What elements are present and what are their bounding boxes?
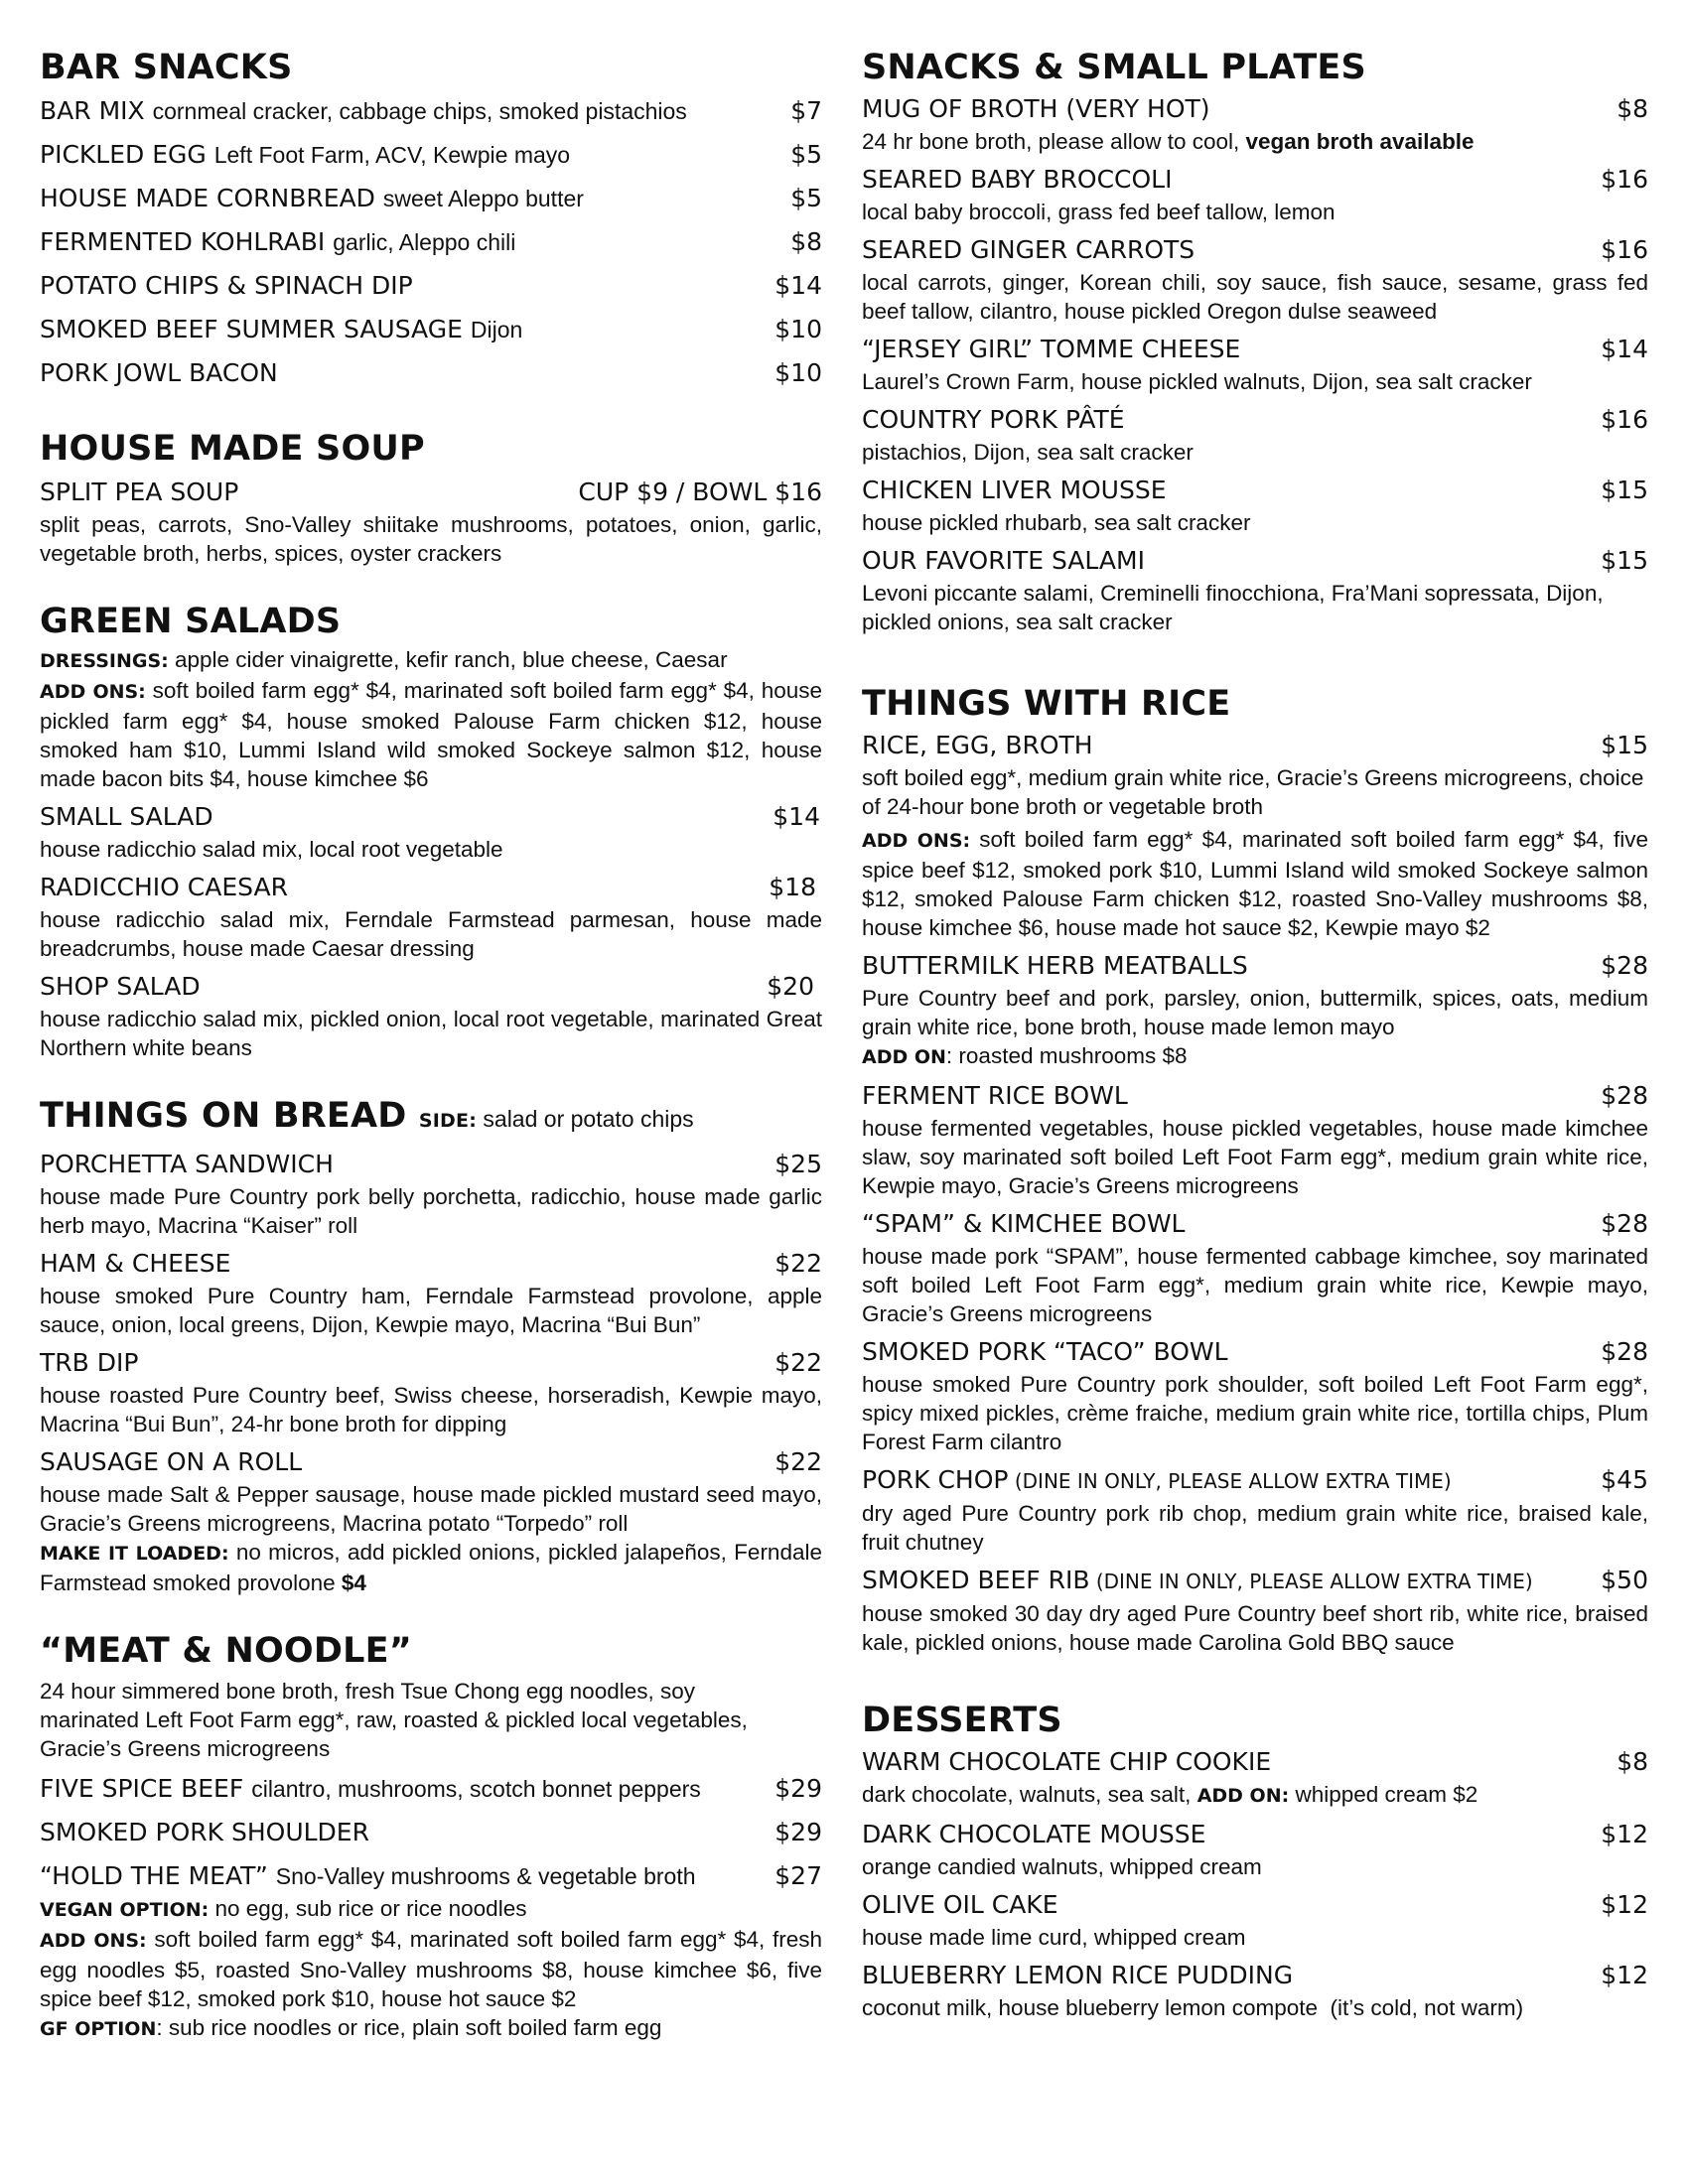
add-ons-note [862, 825, 1648, 942]
item-price: $18 [769, 873, 816, 901]
item-name: SMOKED PORK SHOULDER [40, 1818, 369, 1846]
item-description: house radicchio salad mix, local root vegetable [40, 837, 503, 862]
item-description: soft boiled egg*, medium grain white rice, Gracie’s Greens microgreens, choice of 24-hour bone broth or vegetable broth [862, 765, 1644, 819]
item-name: FIVE SPICE BEEF [40, 1774, 244, 1803]
menu-item [862, 1817, 1648, 1881]
item-price: $28 [1601, 1081, 1648, 1110]
menu-item [862, 1462, 1648, 1557]
menu-item [40, 312, 822, 347]
add-on-text: whipped cream $2 [1289, 1782, 1478, 1807]
item-description: house made Salt & Pepper sausage, house made pickled mustard seed mayo, Gracie’s Greens microgreens, Macrina potato “Torpedo” roll [40, 1482, 822, 1536]
add-ons-label: ADD ONS: [862, 830, 971, 852]
section-title: HOUSE MADE SOUP [40, 429, 425, 469]
item-price: $14 [773, 802, 820, 831]
item-description: house smoked 30 day dry aged Pure Country beef short rib, white rice, braised kale, pickled onions, house made Carolina Gold BBQ sauce [862, 1601, 1648, 1655]
menu-item [40, 93, 822, 129]
item-inline-desc: Dijon [470, 317, 523, 342]
dressings-label: DRESSINGS: [40, 650, 169, 672]
make-it-loaded-price: $4 [341, 1570, 366, 1595]
item-name: BUTTERMILK HERB MEATBALLS [862, 951, 1248, 980]
section-things-on-bread [40, 1092, 822, 1597]
item-price: CUP $9 / BOWL $16 [578, 478, 822, 506]
item-price: $27 [774, 1861, 822, 1890]
vegan-option-label: VEGAN OPTION: [40, 1899, 210, 1921]
item-name: SMOKED PORK “TACO” BOWL [862, 1337, 1228, 1366]
section-title: GREEN SALADS [40, 602, 342, 641]
item-description [862, 1780, 1648, 1811]
menu-item [862, 948, 1648, 1072]
item-name: “HOLD THE MEAT” [40, 1861, 268, 1890]
item-name: RADICCHIO CAESAR [40, 873, 288, 901]
item-price: $50 [1601, 1566, 1648, 1594]
item-description: coconut milk, house blueberry lemon compote (it’s cold, not warm) [862, 1995, 1524, 2020]
vegan-option-text: no egg, sub rice or rice noodles [209, 1896, 527, 1921]
menu-item [40, 355, 822, 391]
item-name: SHOP SALAD [40, 972, 201, 1001]
item-name: PORCHETTA SANDWICH [40, 1150, 334, 1178]
item-description: dry aged Pure Country pork rib chop, medium grain white rice, braised kale, fruit chutney [862, 1501, 1648, 1555]
section-green-salads [40, 598, 822, 1062]
section-title [40, 1092, 822, 1145]
add-ons-text: soft boiled farm egg* $4, marinated soft boiled farm egg* $4, fresh egg noodles $5, roasted Sno-Valley mushrooms $8, house kimchee $6, five spice beef $12, smoked pork $10, house hot sauce $2 [40, 1927, 822, 2011]
item-price: $7 [790, 96, 822, 125]
item-price: $10 [774, 315, 822, 343]
item-price: $45 [1601, 1465, 1648, 1494]
item-inline-desc: garlic, Aleppo chili [333, 229, 516, 255]
menu-item [40, 268, 822, 304]
item-description: Laurel’s Crown Farm, house pickled walnuts, Dijon, sea salt cracker [862, 369, 1532, 394]
item-description: house smoked Pure Country pork shoulder, soft boiled Left Foot Farm egg*, spicy mixed pickles, crème fraiche, medium grain white rice, tortilla chips, Plum Forest Farm cilantro [862, 1372, 1648, 1454]
item-name: HOUSE MADE CORNBREAD [40, 184, 375, 212]
item-name: COUNTRY PORK PÂTÉ [862, 405, 1125, 434]
item-price: $12 [1601, 1890, 1648, 1919]
section-title: BAR SNACKS [40, 48, 293, 87]
menu-item [40, 1147, 822, 1240]
item-tag: (DINE IN ONLY, PLEASE ALLOW EXTRA TIME) [1089, 1570, 1533, 1593]
section-things-with-rice [862, 680, 1648, 1657]
item-price: $12 [1601, 1820, 1648, 1848]
item-name: FERMENTED KOHLRABI [40, 227, 326, 256]
add-ons-label: ADD ONS: [40, 681, 146, 703]
item-price: $15 [1601, 731, 1648, 759]
item-name: OUR FAVORITE SALAMI [862, 546, 1145, 575]
item-price: $10 [774, 358, 822, 387]
item-description-bold: vegan broth available [1245, 129, 1475, 154]
item-name: FERMENT RICE BOWL [862, 1081, 1128, 1110]
item-description-text: dark chocolate, walnuts, sea salt, [862, 1782, 1197, 1807]
item-price: $15 [1601, 476, 1648, 504]
menu-item [40, 137, 822, 173]
section-title: THINGS WITH RICE [862, 684, 1231, 724]
item-price: $8 [1617, 94, 1648, 123]
menu-item [40, 1444, 822, 1538]
item-name: OLIVE OIL CAKE [862, 1890, 1058, 1919]
item-description: house fermented vegetables, house pickled vegetables, house made kimchee slaw, soy marinated soft boiled Left Foot Farm egg*, medium grain white rice, Kewpie mayo, Gracie’s Greens microgreens [862, 1116, 1648, 1198]
menu-item [40, 1246, 822, 1339]
vegan-option-note [40, 1894, 822, 1925]
item-price: $29 [774, 1818, 822, 1846]
menu-item [862, 1958, 1648, 2022]
section-house-made-soup [40, 425, 822, 568]
left-column [40, 44, 822, 2074]
item-name: PORK CHOP [862, 1465, 1009, 1494]
make-it-loaded-note [40, 1538, 822, 1597]
menu-item [40, 475, 822, 510]
item-description: local baby broccoli, grass fed beef tallow, lemon [862, 200, 1336, 224]
item-name: SMALL SALAD [40, 802, 213, 831]
menu-item [40, 1345, 822, 1438]
menu-item [862, 1078, 1648, 1200]
item-name: SAUSAGE ON A ROLL [40, 1447, 303, 1476]
menu-item [40, 870, 822, 963]
menu-item [40, 181, 822, 216]
section-title: SNACKS & SMALL PLATES [862, 48, 1366, 87]
item-name: PICKLED EGG [40, 140, 207, 169]
add-on-label: ADD ON: [1196, 1785, 1290, 1807]
item-description [862, 127, 1648, 156]
menu-item [862, 1744, 1648, 1811]
item-name: SMOKED BEEF SUMMER SAUSAGE [40, 315, 463, 343]
menu-item [40, 1771, 822, 1807]
menu-item [40, 1858, 822, 1894]
bar-snacks-list [40, 93, 822, 391]
add-on-note [862, 1041, 1648, 1072]
item-inline-desc: Left Foot Farm, ACV, Kewpie mayo [213, 142, 571, 168]
menu-item [862, 1206, 1648, 1328]
menu-item [862, 543, 1648, 636]
menu-item [862, 91, 1648, 156]
item-price: $5 [790, 184, 822, 212]
add-ons-text: soft boiled farm egg* $4, marinated soft boiled farm egg* $4, five spice beef $12, smoked pork $10, Lummi Island wild smoked Sockeye salmon $12, smoked Palouse Farm chicken $12, roasted Sno-Valley mushrooms $8, house kimchee $6, house made hot sauce $2, Kewpie mayo $2 [862, 827, 1648, 940]
item-price: $22 [774, 1447, 822, 1476]
add-ons-label: ADD ONS: [40, 1930, 147, 1952]
side-label: SIDE: [418, 1110, 478, 1132]
item-name: SEARED GINGER CARROTS [862, 235, 1196, 264]
item-name: BAR MIX [40, 96, 145, 125]
item-name: BLUEBERRY LEMON RICE PUDDING [862, 1961, 1294, 1989]
item-name: POTATO CHIPS & SPINACH DIP [40, 271, 413, 300]
item-name: HAM & CHEESE [40, 1249, 231, 1278]
item-price: $16 [1601, 405, 1648, 434]
dressings-note [40, 645, 822, 676]
item-price: $14 [774, 271, 822, 300]
menu-item [862, 1887, 1648, 1952]
item-name: TRB DIP [40, 1348, 139, 1377]
menu-item [40, 1815, 822, 1850]
item-description: house roasted Pure Country beef, Swiss cheese, horseradish, Kewpie mayo, Macrina “Bui Bun”, 24-hr bone broth for dipping [40, 1383, 822, 1436]
item-description: pistachios, Dijon, sea salt cracker [862, 440, 1194, 465]
gf-option-text: : sub rice noodles or rice, plain soft boiled farm egg [156, 2015, 662, 2040]
item-price: $25 [774, 1150, 822, 1178]
item-description: house made pork “SPAM”, house fermented cabbage kimchee, soy marinated soft boiled Left Foot Farm egg*, medium grain white rice, Kewpie mayo, Gracie’s Greens microgreens [862, 1244, 1648, 1326]
item-price: $15 [1601, 546, 1648, 575]
item-name: “SPAM” & KIMCHEE BOWL [862, 1209, 1186, 1238]
item-price: $22 [774, 1249, 822, 1278]
item-description: house pickled rhubarb, sea salt cracker [862, 510, 1251, 535]
add-on-text: : roasted mushrooms $8 [945, 1043, 1188, 1068]
section-description: 24 hour simmered bone broth, fresh Tsue Chong egg noodles, soy marinated Left Foot Farm egg*, raw, roasted & pickled local vegetables, Gracie’s Greens microgreens [40, 1679, 748, 1761]
item-name: “JERSEY GIRL” TOMME CHEESE [862, 335, 1241, 363]
item-inline-desc: sweet Aleppo butter [382, 186, 584, 211]
side-text: salad or potato chips [477, 1106, 694, 1132]
menu-item [40, 969, 822, 1062]
menu-item [862, 402, 1648, 467]
item-price: $28 [1601, 1337, 1648, 1366]
make-it-loaded-text: no micros, add pickled onions, pickled jalapeños, Ferndale Farmstead smoked provolone [40, 1540, 822, 1595]
item-price: $28 [1601, 951, 1648, 980]
item-description: house made lime curd, whipped cream [862, 1925, 1246, 1950]
item-price: $5 [790, 140, 822, 169]
item-price: $20 [767, 972, 814, 1001]
menu-item [862, 1334, 1648, 1456]
item-description: house radicchio salad mix, Ferndale Farmstead parmesan, house made breadcrumbs, house made Caesar dressing [40, 907, 822, 961]
gf-option-label: GF OPTION [40, 2018, 157, 2040]
item-name: CHICKEN LIVER MOUSSE [862, 476, 1167, 504]
section-title: “MEAT & NOODLE” [40, 1631, 412, 1671]
item-inline-desc: cilantro, mushrooms, scotch bonnet peppers [251, 1776, 701, 1802]
add-ons-note [40, 1925, 822, 2013]
item-name: RICE, EGG, BROTH [862, 731, 1093, 759]
item-name: SEARED BABY BROCCOLI [862, 165, 1173, 194]
add-ons-note [40, 676, 822, 793]
item-price: $22 [774, 1348, 822, 1377]
menu-item [40, 799, 822, 864]
section-snacks-small-plates [862, 44, 1648, 636]
add-ons-text: soft boiled farm egg* $4, marinated soft boiled farm egg* $4, house pickled farm egg* $4, house smoked Palouse Farm chicken $12, house smoked ham $10, Lummi Island wild smoked Sockeye salmon $12, house made bacon bits $4, house kimchee $6 [40, 678, 823, 791]
item-name: SMOKED BEEF RIB [862, 1566, 1090, 1594]
menu-item [862, 728, 1648, 942]
item-description: house radicchio salad mix, pickled onion, local root vegetable, marinated Great Northern white beans [40, 1007, 822, 1060]
make-it-loaded-label: MAKE IT LOADED: [40, 1543, 229, 1565]
menu-item [862, 1563, 1648, 1657]
right-column [862, 44, 1648, 2052]
section-title-text: THINGS ON BREAD [40, 1096, 407, 1136]
item-description: house smoked Pure Country ham, Ferndale Farmstead provolone, apple sauce, onion, local greens, Dijon, Kewpie mayo, Macrina “Bui Bun” [40, 1284, 822, 1337]
item-price: $8 [1617, 1747, 1648, 1776]
item-description: Pure Country beef and pork, parsley, onion, buttermilk, spices, oats, medium grain white rice, bone broth, house made lemon mayo [862, 986, 1648, 1039]
item-description-text: 24 hr bone broth, please allow to cool, [862, 129, 1246, 154]
item-name: SPLIT PEA SOUP [40, 478, 239, 506]
item-name: DARK CHOCOLATE MOUSSE [862, 1820, 1206, 1848]
item-description: orange candied walnuts, whipped cream [862, 1854, 1262, 1879]
item-description: split peas, carrots, Sno-Valley shiitake mushrooms, potatoes, onion, garlic, vegetable broth, herbs, spices, oyster crackers [40, 512, 822, 566]
item-name: MUG OF BROTH (VERY HOT) [862, 94, 1210, 123]
section-desserts [862, 1697, 1648, 2022]
item-price: $16 [1601, 165, 1648, 194]
item-price: $8 [790, 227, 822, 256]
menu-item [40, 224, 822, 260]
item-inline-desc: Sno-Valley mushrooms & vegetable broth [275, 1863, 696, 1889]
gf-option-note [40, 2013, 822, 2044]
item-inline-desc: cornmeal cracker, cabbage chips, smoked pistachios [152, 98, 687, 124]
item-price: $14 [1601, 335, 1648, 363]
menu-item [862, 332, 1648, 396]
menu-item [862, 162, 1648, 226]
section-meat-and-noodle [40, 1627, 822, 2044]
item-description: local carrots, ginger, Korean chili, soy sauce, fish sauce, sesame, grass fed beef tallow, cilantro, house pickled Oregon dulse seaweed [862, 270, 1648, 324]
item-price: $16 [1601, 235, 1648, 264]
item-name: WARM CHOCOLATE CHIP COOKIE [862, 1747, 1272, 1776]
item-description: house made Pure Country pork belly porchetta, radicchio, house made garlic herb mayo, Macrina “Kaiser” roll [40, 1184, 822, 1238]
item-tag: (DINE IN ONLY, PLEASE ALLOW EXTRA TIME) [1008, 1469, 1452, 1493]
item-name: PORK JOWL BACON [40, 358, 278, 387]
add-on-label: ADD ON [862, 1046, 946, 1068]
menu-item [862, 473, 1648, 537]
item-description: Levoni piccante salami, Creminelli finocchiona, Fra’Mani sopressata, Dijon, pickled onions, sea salt cracker [862, 581, 1604, 634]
section-title: DESSERTS [862, 1701, 1062, 1740]
dressings-text: apple cider vinaigrette, kefir ranch, blue cheese, Caesar [168, 647, 728, 672]
menu-item [862, 232, 1648, 326]
item-price: $28 [1601, 1209, 1648, 1238]
item-price: $12 [1601, 1961, 1648, 1989]
section-bar-snacks [40, 44, 822, 391]
item-price: $29 [774, 1774, 822, 1803]
